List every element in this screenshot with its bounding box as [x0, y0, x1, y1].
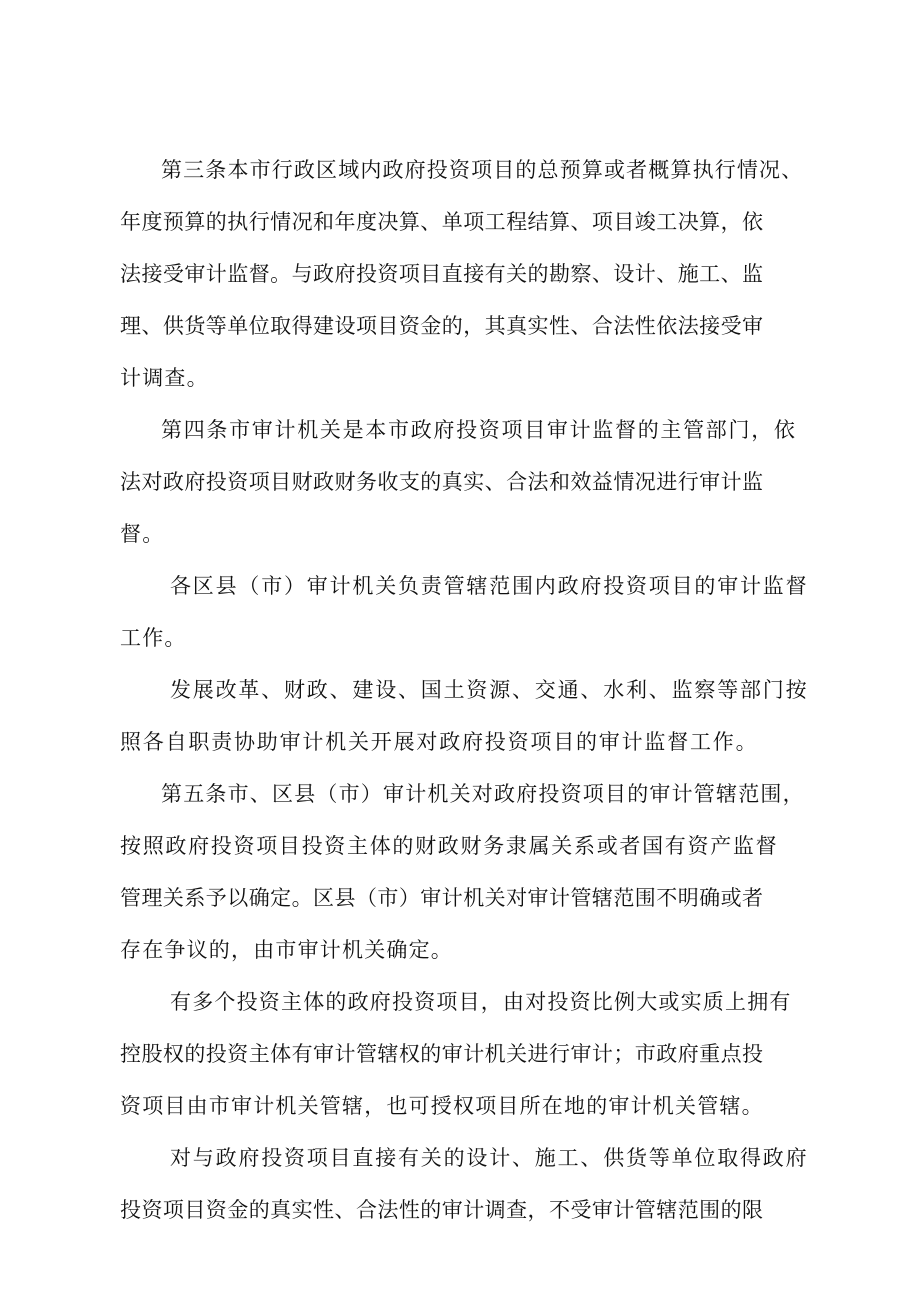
text-line: 第五条市、区县（市）审计机关对政府投资项目的审计管辖范围，	[161, 782, 805, 806]
text-line: 第四条市审计机关是本市政府投资项目审计监督的主管部门，依	[161, 418, 797, 442]
text-line: 理、供货等单位取得建设项目资金的，其真实性、合法性依法接受审	[120, 314, 764, 338]
text-line: 对与政府投资项目直接有关的设计、施工、供货等单位取得政府	[170, 1146, 809, 1170]
text-line: 第三条本市行政区域内政府投资项目的总预算或者概算执行情况、	[161, 158, 804, 182]
text-line: 工作。	[120, 626, 187, 650]
text-line: 各区县（市）审计机关负责管辖范围内政府投资项目的审计监督	[170, 574, 809, 598]
text-line: 按照政府投资项目投资主体的财政财务隶属关系或者国有资产监督	[120, 834, 779, 858]
text-line: 投资项目资金的真实性、合法性的审计调查，不受审计管辖范围的限	[120, 1198, 764, 1222]
text-line: 有多个投资主体的政府投资项目，由对投资比例大或实质上拥有	[170, 990, 792, 1014]
text-line: 法接受审计监督。与政府投资项目直接有关的勘察、设计、施工、监	[120, 262, 764, 286]
text-line: 控股权的投资主体有审计管辖权的审计机关进行审计；市政府重点投	[120, 1042, 764, 1066]
text-line: 存在争议的，由市审计机关确定。	[120, 938, 453, 962]
text-line: 法对政府投资项目财政财务收支的真实、合法和效益情况进行审计监	[120, 470, 764, 494]
text-line: 计调查。	[120, 366, 209, 390]
text-line: 管理关系予以确定。区县（市）审计机关对审计管辖范围不明确或者	[120, 886, 764, 910]
text-line: 年度预算的执行情况和年度决算、单项工程结算、项目竣工决算，依	[120, 210, 764, 234]
text-line: 资项目由市审计机关管辖，也可授权项目所在地的审计机关管辖。	[120, 1094, 764, 1118]
text-line: 发展改革、财政、建设、国土资源、交通、水利、监察等部门按	[170, 678, 809, 702]
text-line: 照各自职责协助审计机关开展对政府投资项目的审计监督工作。	[120, 730, 759, 754]
text-line: 督。	[120, 522, 165, 546]
